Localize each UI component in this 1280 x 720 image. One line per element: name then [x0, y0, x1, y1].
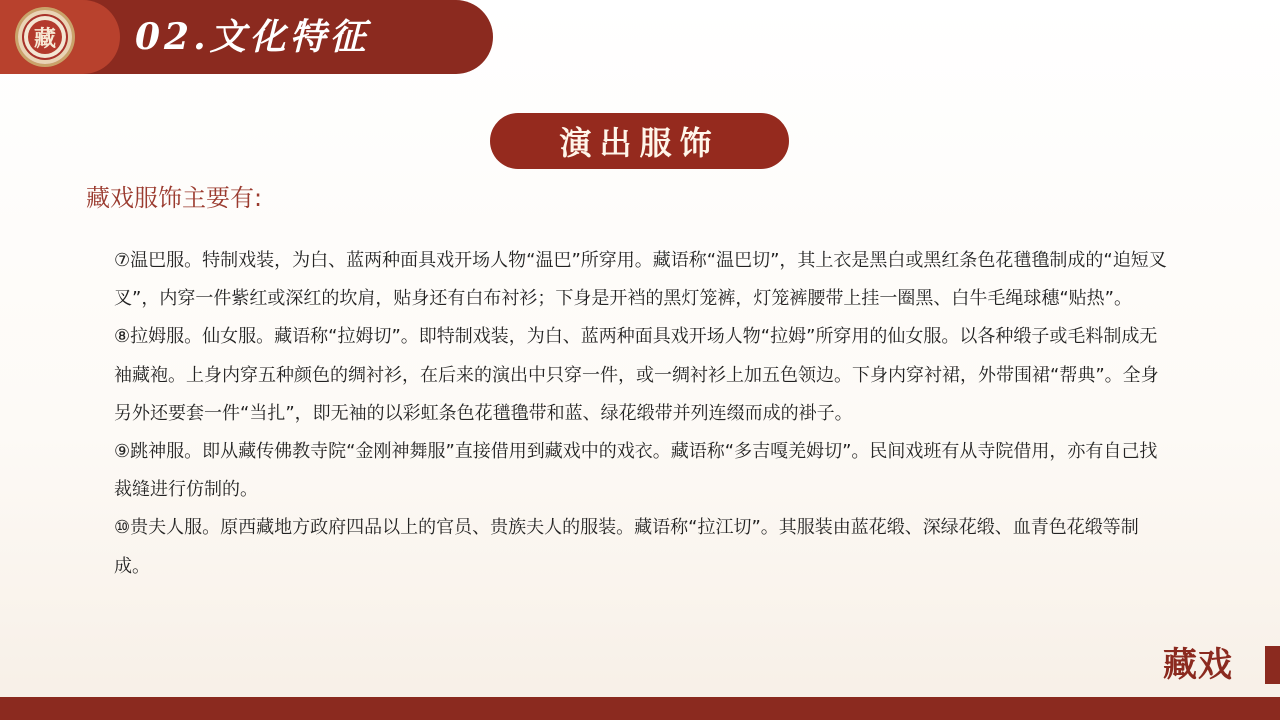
intro-text: 藏戏服饰主要有: [86, 184, 263, 212]
section-title: 演出服饰 [559, 124, 720, 162]
content-body [114, 242, 1174, 586]
costume-item-paragraph: ⑩贵夫人服。原西藏地方政府四品以上的官员、贵族夫人的服装。藏语称“拉江切”。其服装由蓝花缎、深绿花缎、血青色花缎等制成。 [114, 517, 1139, 577]
side-accent-bar [1265, 646, 1280, 684]
seal-emblem [18, 10, 72, 64]
seal-emblem-character: 藏 [28, 20, 62, 54]
costume-item-paragraph: ⑨跳神服。即从藏传佛教寺院“金刚神舞服”直接借用到藏戏中的戏衣。藏语称“多吉嘎羌姆切”。民间戏班有从寺院借用，亦有自己找裁缝进行仿制的。 [114, 441, 1158, 501]
brand-logo-text: 藏戏 [1163, 645, 1233, 685]
section-title-pill [490, 113, 789, 169]
footer-bar [0, 697, 1280, 720]
costume-item-paragraph: ⑧拉姆服。仙女服。藏语称“拉姆切”。即特制戏装，为白、蓝两种面具戏开场人物“拉姆”所穿用的仙女服。以各种缎子或毛料制成无袖藏袍。上身内穿五种颜色的绸衬衫，在后来的演出中只穿一件，或一绸衬衫上加五色领边。下身内穿衬裙，外带围裙“帮典”。全身另外还要套一件“当扎”，即无袖的以彩虹条色花氆氇带和蓝、绿花缎带并列连缀而成的褂子。 [114, 326, 1159, 424]
page-title: 02.文化特征 [135, 16, 370, 58]
costume-item-paragraph: ⑦温巴服。特制戏装，为白、蓝两种面具戏开场人物“温巴”所穿用。藏语称“温巴切”，其上衣是黑白或黑红条色花氆氇制成的“迫短叉叉”，内穿一件紫红或深红的坎肩，贴身还有白布衬衫；下身是开裆的黑灯笼裤，灯笼裤腰带上挂一圈黑、白牛毛绳球穗“贴热”。 [114, 250, 1167, 310]
